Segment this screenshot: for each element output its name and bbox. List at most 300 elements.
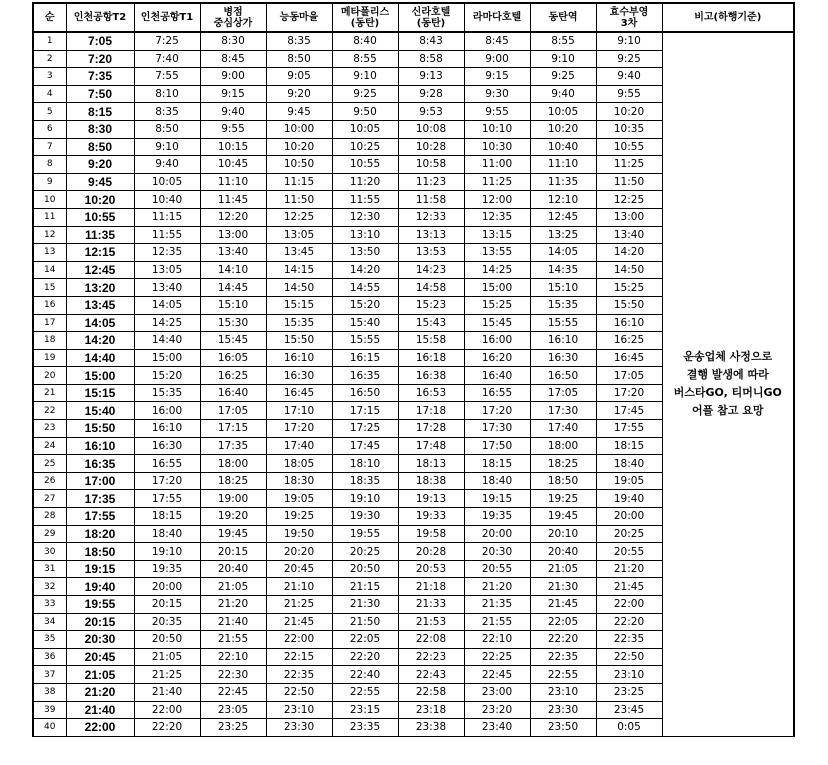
cell-byeongjeom: 15:45: [200, 332, 266, 350]
cell-shilla-hotel: 11:23: [398, 173, 464, 191]
cell-shilla-hotel: 16:18: [398, 349, 464, 367]
cell-dongtan-station: 19:25: [530, 490, 596, 508]
remarks-note: 운송업체 사정으로 결행 발생에 따라 버스타GO, 티머니GO 어플 참고 요망: [662, 32, 794, 736]
cell-seq: 7: [33, 138, 66, 156]
cell-neungdong: 18:05: [266, 455, 332, 473]
cell-seq: 14: [33, 261, 66, 279]
cell-seq: 13: [33, 244, 66, 262]
cell-neungdong: 19:25: [266, 508, 332, 526]
cell-metapolis: 14:55: [332, 279, 398, 297]
cell-neungdong: 8:50: [266, 50, 332, 68]
cell-ramada-hotel: 13:15: [464, 226, 530, 244]
cell-shilla-hotel: 13:13: [398, 226, 464, 244]
cell-incheon-t1: 19:10: [134, 543, 200, 561]
cell-incheon-t2: 10:20: [66, 191, 134, 209]
cell-hyosu-booyoung: 23:25: [596, 683, 662, 701]
cell-metapolis: 15:20: [332, 296, 398, 314]
cell-neungdong: 13:45: [266, 244, 332, 262]
cell-neungdong: 17:40: [266, 437, 332, 455]
cell-hyosu-booyoung: 12:25: [596, 191, 662, 209]
cell-incheon-t2: 19:15: [66, 560, 134, 578]
cell-neungdong: 12:25: [266, 208, 332, 226]
cell-metapolis: 11:55: [332, 191, 398, 209]
cell-incheon-t2: 18:50: [66, 543, 134, 561]
cell-dongtan-station: 22:05: [530, 613, 596, 631]
cell-hyosu-booyoung: 17:45: [596, 402, 662, 420]
cell-hyosu-booyoung: 21:45: [596, 578, 662, 596]
cell-metapolis: 20:50: [332, 560, 398, 578]
cell-shilla-hotel: 19:33: [398, 508, 464, 526]
cell-neungdong: 20:20: [266, 543, 332, 561]
cell-hyosu-booyoung: 17:20: [596, 384, 662, 402]
cell-metapolis: 19:10: [332, 490, 398, 508]
cell-shilla-hotel: 10:08: [398, 120, 464, 138]
cell-neungdong: 8:35: [266, 32, 332, 50]
cell-metapolis: 21:50: [332, 613, 398, 631]
cell-ramada-hotel: 16:40: [464, 367, 530, 385]
cell-dongtan-station: 23:10: [530, 683, 596, 701]
cell-neungdong: 15:35: [266, 314, 332, 332]
cell-seq: 15: [33, 279, 66, 297]
cell-seq: 40: [33, 719, 66, 737]
cell-byeongjeom: 17:15: [200, 420, 266, 438]
cell-seq: 22: [33, 402, 66, 420]
cell-byeongjeom: 16:05: [200, 349, 266, 367]
cell-seq: 24: [33, 437, 66, 455]
cell-shilla-hotel: 16:53: [398, 384, 464, 402]
cell-seq: 33: [33, 596, 66, 614]
cell-byeongjeom: 17:05: [200, 402, 266, 420]
cell-dongtan-station: 11:35: [530, 173, 596, 191]
cell-metapolis: 18:35: [332, 472, 398, 490]
cell-byeongjeom: 19:45: [200, 525, 266, 543]
cell-hyosu-booyoung: 13:40: [596, 226, 662, 244]
cell-incheon-t1: 14:25: [134, 314, 200, 332]
cell-hyosu-booyoung: 22:50: [596, 648, 662, 666]
cell-shilla-hotel: 21:53: [398, 613, 464, 631]
cell-metapolis: 15:55: [332, 332, 398, 350]
cell-dongtan-station: 9:10: [530, 50, 596, 68]
cell-hyosu-booyoung: 0:05: [596, 719, 662, 737]
cell-dongtan-station: 18:50: [530, 472, 596, 490]
cell-byeongjeom: 22:10: [200, 648, 266, 666]
cell-metapolis: 12:30: [332, 208, 398, 226]
cell-metapolis: 10:05: [332, 120, 398, 138]
timetable-body: [33, 32, 794, 736]
cell-ramada-hotel: 11:25: [464, 173, 530, 191]
cell-ramada-hotel: 14:25: [464, 261, 530, 279]
cell-seq: 37: [33, 666, 66, 684]
cell-dongtan-station: 17:30: [530, 402, 596, 420]
cell-metapolis: 17:15: [332, 402, 398, 420]
cell-hyosu-booyoung: 16:10: [596, 314, 662, 332]
cell-neungdong: 14:15: [266, 261, 332, 279]
cell-ramada-hotel: 16:20: [464, 349, 530, 367]
cell-incheon-t1: 22:00: [134, 701, 200, 719]
col-header-neungdong: 능동마을: [266, 3, 332, 32]
cell-shilla-hotel: 8:43: [398, 32, 464, 50]
cell-metapolis: 22:55: [332, 683, 398, 701]
cell-dongtan-station: 21:45: [530, 596, 596, 614]
bus-timetable: [32, 2, 795, 737]
cell-metapolis: 14:20: [332, 261, 398, 279]
cell-ramada-hotel: 23:00: [464, 683, 530, 701]
cell-shilla-hotel: 22:58: [398, 683, 464, 701]
cell-ramada-hotel: 22:45: [464, 666, 530, 684]
cell-seq: 29: [33, 525, 66, 543]
cell-shilla-hotel: 21:33: [398, 596, 464, 614]
cell-shilla-hotel: 14:58: [398, 279, 464, 297]
cell-metapolis: 21:15: [332, 578, 398, 596]
cell-incheon-t2: 21:40: [66, 701, 134, 719]
cell-neungdong: 14:50: [266, 279, 332, 297]
cell-ramada-hotel: 9:55: [464, 103, 530, 121]
cell-shilla-hotel: 15:58: [398, 332, 464, 350]
cell-dongtan-station: 22:55: [530, 666, 596, 684]
cell-seq: 9: [33, 173, 66, 191]
col-header-shilla-hotel: 신라호텔 (동탄): [398, 3, 464, 32]
cell-seq: 39: [33, 701, 66, 719]
cell-ramada-hotel: 17:20: [464, 402, 530, 420]
cell-seq: 1: [33, 32, 66, 50]
cell-hyosu-booyoung: 17:55: [596, 420, 662, 438]
cell-incheon-t1: 17:20: [134, 472, 200, 490]
cell-byeongjeom: 9:00: [200, 68, 266, 86]
cell-incheon-t1: 10:05: [134, 173, 200, 191]
cell-ramada-hotel: 18:40: [464, 472, 530, 490]
cell-seq: 30: [33, 543, 66, 561]
cell-incheon-t1: 16:10: [134, 420, 200, 438]
cell-ramada-hotel: 17:30: [464, 420, 530, 438]
cell-dongtan-station: 12:10: [530, 191, 596, 209]
cell-shilla-hotel: 8:58: [398, 50, 464, 68]
cell-incheon-t1: 7:25: [134, 32, 200, 50]
header-row: [33, 3, 794, 32]
cell-incheon-t2: 15:50: [66, 420, 134, 438]
cell-incheon-t2: 7:50: [66, 85, 134, 103]
cell-metapolis: 8:55: [332, 50, 398, 68]
cell-metapolis: 10:25: [332, 138, 398, 156]
cell-hyosu-booyoung: 15:25: [596, 279, 662, 297]
cell-seq: 31: [33, 560, 66, 578]
cell-seq: 16: [33, 296, 66, 314]
cell-incheon-t2: 19:55: [66, 596, 134, 614]
cell-ramada-hotel: 19:35: [464, 508, 530, 526]
cell-metapolis: 19:55: [332, 525, 398, 543]
cell-incheon-t2: 14:05: [66, 314, 134, 332]
cell-incheon-t2: 16:10: [66, 437, 134, 455]
cell-incheon-t1: 15:00: [134, 349, 200, 367]
cell-incheon-t2: 15:15: [66, 384, 134, 402]
cell-metapolis: 22:20: [332, 648, 398, 666]
cell-hyosu-booyoung: 9:10: [596, 32, 662, 50]
cell-byeongjeom: 13:00: [200, 226, 266, 244]
cell-ramada-hotel: 22:25: [464, 648, 530, 666]
cell-incheon-t2: 12:15: [66, 244, 134, 262]
cell-hyosu-booyoung: 18:40: [596, 455, 662, 473]
cell-ramada-hotel: 10:10: [464, 120, 530, 138]
cell-incheon-t1: 22:20: [134, 719, 200, 737]
cell-ramada-hotel: 10:30: [464, 138, 530, 156]
cell-incheon-t1: 13:05: [134, 261, 200, 279]
cell-ramada-hotel: 12:35: [464, 208, 530, 226]
cell-ramada-hotel: 9:30: [464, 85, 530, 103]
col-header-seq: 순: [33, 3, 66, 32]
cell-dongtan-station: 20:10: [530, 525, 596, 543]
cell-shilla-hotel: 9:53: [398, 103, 464, 121]
cell-dongtan-station: 9:40: [530, 85, 596, 103]
cell-dongtan-station: 10:05: [530, 103, 596, 121]
cell-incheon-t2: 11:35: [66, 226, 134, 244]
cell-shilla-hotel: 17:18: [398, 402, 464, 420]
cell-byeongjeom: 22:30: [200, 666, 266, 684]
cell-incheon-t2: 20:30: [66, 631, 134, 649]
cell-metapolis: 17:25: [332, 420, 398, 438]
cell-incheon-t1: 18:15: [134, 508, 200, 526]
cell-incheon-t2: 13:20: [66, 279, 134, 297]
cell-hyosu-booyoung: 16:25: [596, 332, 662, 350]
cell-incheon-t1: 21:05: [134, 648, 200, 666]
cell-incheon-t2: 9:20: [66, 156, 134, 174]
cell-hyosu-booyoung: 20:00: [596, 508, 662, 526]
cell-hyosu-booyoung: 14:50: [596, 261, 662, 279]
cell-byeongjeom: 10:15: [200, 138, 266, 156]
cell-seq: 17: [33, 314, 66, 332]
cell-incheon-t1: 21:40: [134, 683, 200, 701]
cell-incheon-t2: 21:20: [66, 683, 134, 701]
cell-byeongjeom: 9:40: [200, 103, 266, 121]
cell-dongtan-station: 17:40: [530, 420, 596, 438]
cell-incheon-t1: 14:40: [134, 332, 200, 350]
cell-byeongjeom: 21:20: [200, 596, 266, 614]
cell-byeongjeom: 18:00: [200, 455, 266, 473]
cell-shilla-hotel: 22:23: [398, 648, 464, 666]
cell-seq: 6: [33, 120, 66, 138]
cell-neungdong: 10:50: [266, 156, 332, 174]
cell-metapolis: 9:25: [332, 85, 398, 103]
cell-dongtan-station: 22:20: [530, 631, 596, 649]
cell-shilla-hotel: 18:13: [398, 455, 464, 473]
cell-shilla-hotel: 10:28: [398, 138, 464, 156]
cell-incheon-t2: 7:20: [66, 50, 134, 68]
cell-neungdong: 16:10: [266, 349, 332, 367]
cell-neungdong: 16:45: [266, 384, 332, 402]
cell-hyosu-booyoung: 23:10: [596, 666, 662, 684]
cell-hyosu-booyoung: 18:15: [596, 437, 662, 455]
cell-byeongjeom: 16:25: [200, 367, 266, 385]
cell-shilla-hotel: 20:28: [398, 543, 464, 561]
cell-byeongjeom: 19:00: [200, 490, 266, 508]
cell-ramada-hotel: 22:10: [464, 631, 530, 649]
cell-seq: 8: [33, 156, 66, 174]
cell-neungdong: 10:00: [266, 120, 332, 138]
cell-shilla-hotel: 18:38: [398, 472, 464, 490]
cell-shilla-hotel: 9:13: [398, 68, 464, 86]
cell-neungdong: 17:20: [266, 420, 332, 438]
cell-byeongjeom: 18:25: [200, 472, 266, 490]
cell-neungdong: 21:10: [266, 578, 332, 596]
cell-incheon-t1: 10:40: [134, 191, 200, 209]
cell-byeongjeom: 13:40: [200, 244, 266, 262]
cell-shilla-hotel: 17:48: [398, 437, 464, 455]
cell-metapolis: 20:25: [332, 543, 398, 561]
cell-dongtan-station: 18:00: [530, 437, 596, 455]
cell-incheon-t1: 20:35: [134, 613, 200, 631]
cell-shilla-hotel: 20:53: [398, 560, 464, 578]
cell-incheon-t1: 20:00: [134, 578, 200, 596]
cell-seq: 26: [33, 472, 66, 490]
cell-hyosu-booyoung: 22:35: [596, 631, 662, 649]
cell-seq: 18: [33, 332, 66, 350]
cell-seq: 27: [33, 490, 66, 508]
cell-incheon-t2: 17:00: [66, 472, 134, 490]
cell-neungdong: 11:50: [266, 191, 332, 209]
cell-incheon-t1: 16:30: [134, 437, 200, 455]
cell-dongtan-station: 17:05: [530, 384, 596, 402]
col-header-remarks: 비고(하행기준): [662, 3, 794, 32]
cell-dongtan-station: 9:25: [530, 68, 596, 86]
cell-incheon-t1: 16:00: [134, 402, 200, 420]
cell-byeongjeom: 15:10: [200, 296, 266, 314]
cell-byeongjeom: 8:30: [200, 32, 266, 50]
cell-hyosu-booyoung: 9:40: [596, 68, 662, 86]
col-header-incheon-t1: 인천공항T1: [134, 3, 200, 32]
cell-incheon-t1: 20:15: [134, 596, 200, 614]
cell-ramada-hotel: 13:55: [464, 244, 530, 262]
cell-metapolis: 23:35: [332, 719, 398, 737]
cell-ramada-hotel: 21:35: [464, 596, 530, 614]
cell-metapolis: 13:50: [332, 244, 398, 262]
cell-neungdong: 22:50: [266, 683, 332, 701]
cell-ramada-hotel: 20:00: [464, 525, 530, 543]
cell-shilla-hotel: 22:43: [398, 666, 464, 684]
cell-dongtan-station: 23:50: [530, 719, 596, 737]
cell-seq: 38: [33, 683, 66, 701]
cell-incheon-t1: 21:25: [134, 666, 200, 684]
cell-incheon-t1: 9:10: [134, 138, 200, 156]
col-header-ramada-hotel: 라마다호텔: [464, 3, 530, 32]
cell-seq: 32: [33, 578, 66, 596]
cell-ramada-hotel: 15:00: [464, 279, 530, 297]
cell-incheon-t1: 12:35: [134, 244, 200, 262]
cell-incheon-t1: 15:20: [134, 367, 200, 385]
cell-neungdong: 18:30: [266, 472, 332, 490]
cell-incheon-t2: 7:35: [66, 68, 134, 86]
cell-hyosu-booyoung: 20:55: [596, 543, 662, 561]
cell-hyosu-booyoung: 17:05: [596, 367, 662, 385]
cell-hyosu-booyoung: 10:55: [596, 138, 662, 156]
cell-incheon-t2: 16:35: [66, 455, 134, 473]
cell-shilla-hotel: 19:58: [398, 525, 464, 543]
cell-metapolis: 8:40: [332, 32, 398, 50]
cell-hyosu-booyoung: 21:20: [596, 560, 662, 578]
col-header-hyosu-booyoung: 효수부영 3차: [596, 3, 662, 32]
cell-byeongjeom: 19:20: [200, 508, 266, 526]
cell-byeongjeom: 22:45: [200, 683, 266, 701]
cell-byeongjeom: 9:55: [200, 120, 266, 138]
cell-seq: 3: [33, 68, 66, 86]
cell-seq: 20: [33, 367, 66, 385]
cell-neungdong: 22:35: [266, 666, 332, 684]
cell-neungdong: 22:00: [266, 631, 332, 649]
cell-ramada-hotel: 21:20: [464, 578, 530, 596]
cell-shilla-hotel: 23:38: [398, 719, 464, 737]
cell-neungdong: 15:15: [266, 296, 332, 314]
cell-dongtan-station: 10:20: [530, 120, 596, 138]
cell-shilla-hotel: 15:23: [398, 296, 464, 314]
cell-ramada-hotel: 20:30: [464, 543, 530, 561]
cell-seq: 34: [33, 613, 66, 631]
cell-hyosu-booyoung: 11:50: [596, 173, 662, 191]
cell-dongtan-station: 15:55: [530, 314, 596, 332]
cell-incheon-t2: 20:45: [66, 648, 134, 666]
cell-hyosu-booyoung: 16:45: [596, 349, 662, 367]
cell-ramada-hotel: 19:15: [464, 490, 530, 508]
cell-ramada-hotel: 23:40: [464, 719, 530, 737]
cell-incheon-t2: 21:05: [66, 666, 134, 684]
cell-seq: 2: [33, 50, 66, 68]
cell-metapolis: 11:20: [332, 173, 398, 191]
cell-incheon-t2: 7:05: [66, 32, 134, 50]
cell-neungdong: 23:30: [266, 719, 332, 737]
cell-neungdong: 20:45: [266, 560, 332, 578]
cell-incheon-t2: 14:20: [66, 332, 134, 350]
cell-metapolis: 15:40: [332, 314, 398, 332]
cell-hyosu-booyoung: 22:00: [596, 596, 662, 614]
cell-dongtan-station: 8:55: [530, 32, 596, 50]
cell-incheon-t1: 18:40: [134, 525, 200, 543]
cell-neungdong: 13:05: [266, 226, 332, 244]
cell-dongtan-station: 12:45: [530, 208, 596, 226]
cell-seq: 10: [33, 191, 66, 209]
cell-incheon-t2: 17:55: [66, 508, 134, 526]
cell-byeongjeom: 21:55: [200, 631, 266, 649]
cell-incheon-t2: 15:40: [66, 402, 134, 420]
cell-dongtan-station: 20:40: [530, 543, 596, 561]
cell-neungdong: 17:10: [266, 402, 332, 420]
cell-metapolis: 23:15: [332, 701, 398, 719]
cell-metapolis: 10:55: [332, 156, 398, 174]
cell-hyosu-booyoung: 10:35: [596, 120, 662, 138]
cell-byeongjeom: 20:40: [200, 560, 266, 578]
cell-metapolis: 13:10: [332, 226, 398, 244]
cell-incheon-t1: 14:05: [134, 296, 200, 314]
cell-dongtan-station: 21:30: [530, 578, 596, 596]
cell-incheon-t2: 20:15: [66, 613, 134, 631]
cell-metapolis: 18:10: [332, 455, 398, 473]
cell-hyosu-booyoung: 13:00: [596, 208, 662, 226]
cell-byeongjeom: 11:10: [200, 173, 266, 191]
cell-ramada-hotel: 16:00: [464, 332, 530, 350]
cell-byeongjeom: 20:15: [200, 543, 266, 561]
cell-metapolis: 16:35: [332, 367, 398, 385]
cell-dongtan-station: 15:35: [530, 296, 596, 314]
cell-dongtan-station: 15:10: [530, 279, 596, 297]
cell-incheon-t1: 13:40: [134, 279, 200, 297]
cell-ramada-hotel: 15:45: [464, 314, 530, 332]
cell-byeongjeom: 16:40: [200, 384, 266, 402]
cell-shilla-hotel: 23:18: [398, 701, 464, 719]
cell-hyosu-booyoung: 11:25: [596, 156, 662, 174]
cell-seq: 4: [33, 85, 66, 103]
cell-shilla-hotel: 17:28: [398, 420, 464, 438]
cell-shilla-hotel: 11:58: [398, 191, 464, 209]
cell-byeongjeom: 23:05: [200, 701, 266, 719]
cell-dongtan-station: 14:35: [530, 261, 596, 279]
cell-metapolis: 16:50: [332, 384, 398, 402]
cell-ramada-hotel: 12:00: [464, 191, 530, 209]
cell-hyosu-booyoung: 10:20: [596, 103, 662, 121]
